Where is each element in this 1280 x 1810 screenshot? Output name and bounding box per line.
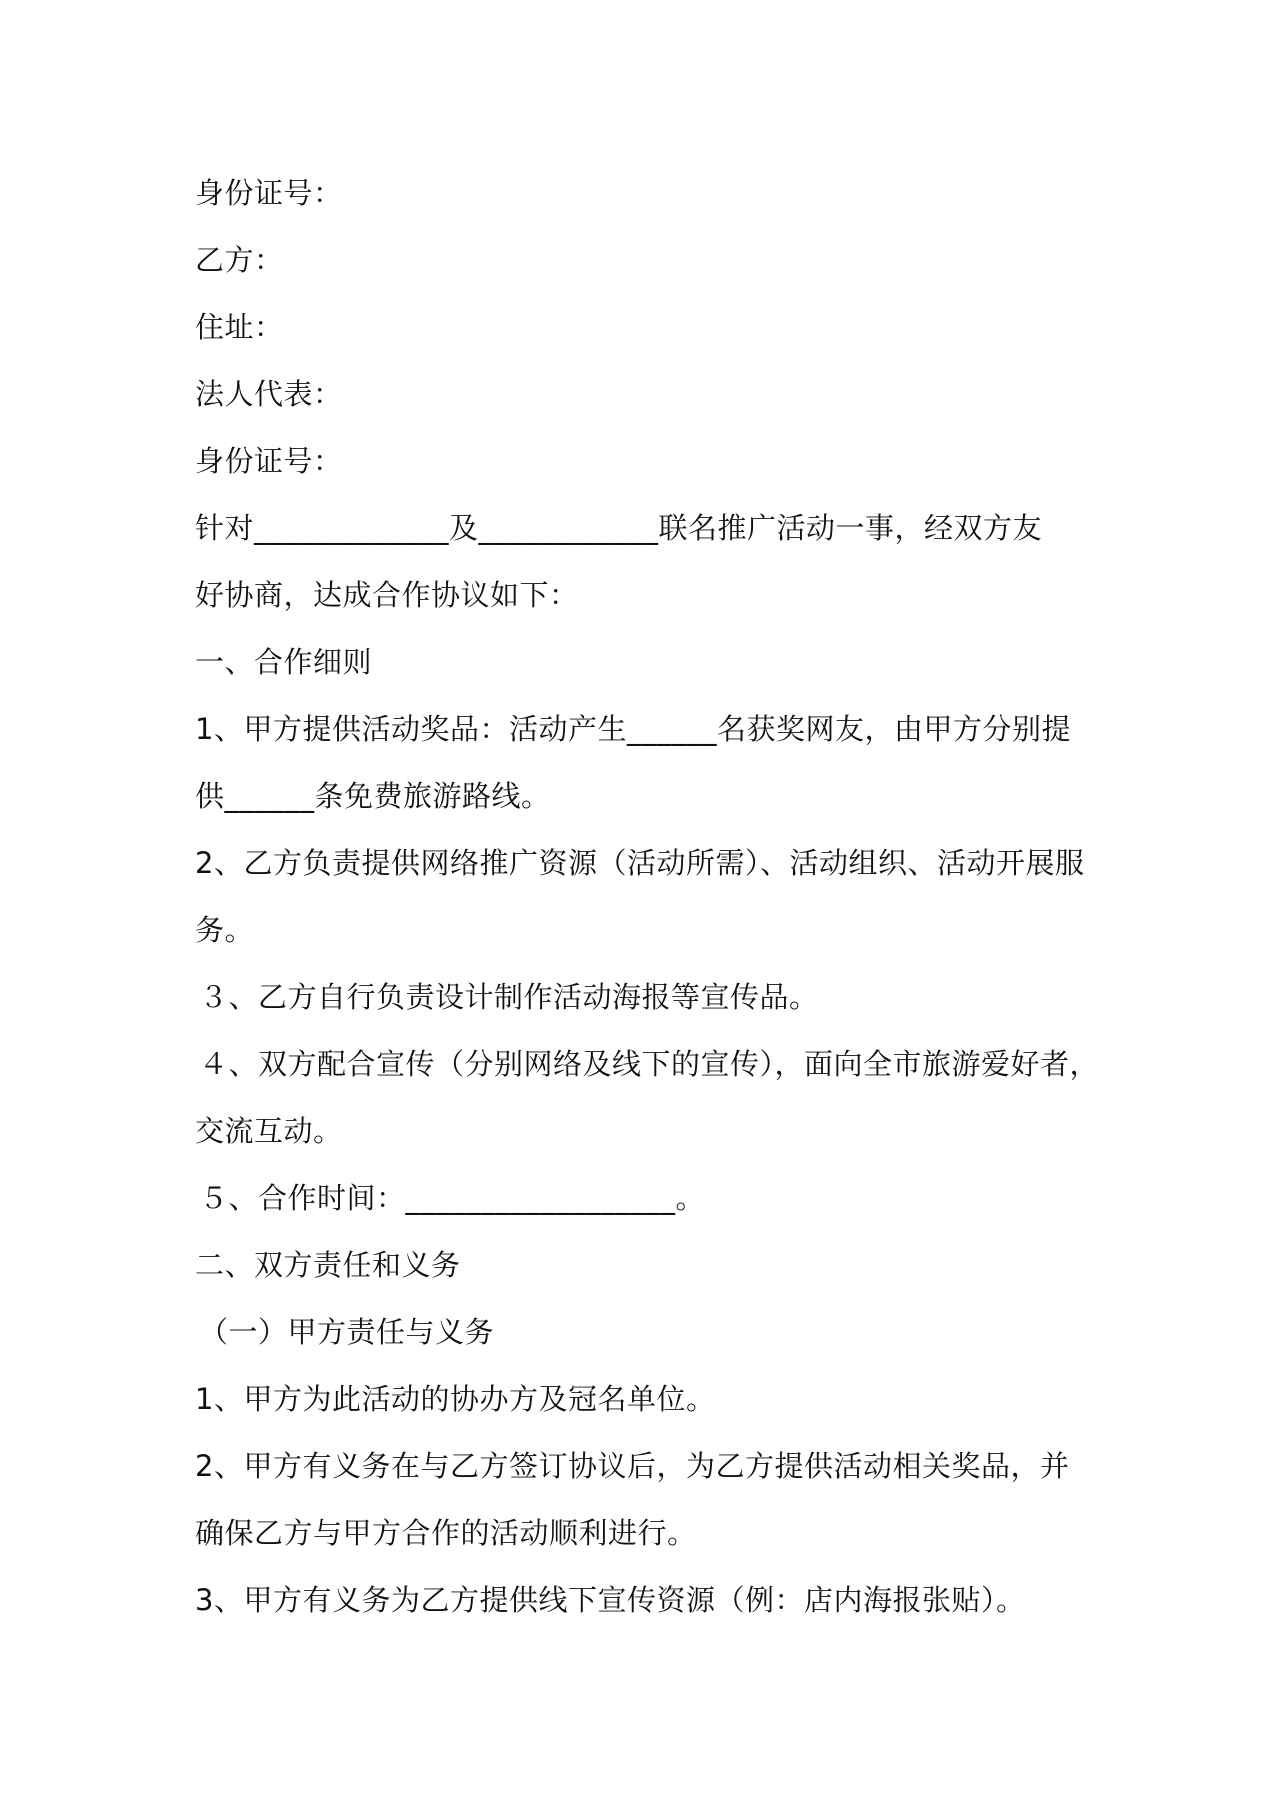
clause-1-1-line-1: 1、甲方提供活动奖品：活动产生______名获奖网友，由甲方分别提 bbox=[195, 712, 1071, 746]
clause-2-2-line-2: 确保乙方与甲方合作的活动顺利进行。 bbox=[195, 1516, 697, 1550]
clause-1-2-line-2: 务。 bbox=[195, 913, 255, 947]
party-a-id-number-line: 身份证号： bbox=[195, 176, 343, 210]
document-body bbox=[195, 160, 1100, 1634]
party-b-id-number-line: 身份证号： bbox=[195, 444, 343, 478]
clause-1-5: ５、合作时间：__________________。 bbox=[199, 1181, 706, 1215]
preamble-line-2: 好协商，达成合作协议如下： bbox=[195, 578, 579, 612]
address-line: 住址： bbox=[195, 310, 284, 344]
clause-2-2-line-1: 2、甲方有义务在与乙方签订协议后，为乙方提供活动相关奖品，并 bbox=[195, 1449, 1070, 1483]
subsection-party-a-heading: （一）甲方责任与义务 bbox=[199, 1315, 495, 1349]
section-1-heading: 一、合作细则 bbox=[195, 645, 373, 679]
preamble-line-1: 针对_____________及____________联名推广活动一事，经双方友 bbox=[195, 511, 1043, 545]
clause-1-4-line-2: 交流互动。 bbox=[195, 1114, 343, 1148]
clause-2-1: 1、甲方为此活动的协办方及冠名单位。 bbox=[195, 1382, 716, 1416]
clause-1-1-line-2: 供______条免费旅游路线。 bbox=[195, 779, 551, 813]
clause-1-4-line-1: ４、双方配合宣传（分别网络及线下的宣传），面向全市旅游爱好者， bbox=[199, 1047, 1100, 1081]
clause-2-3: 3、甲方有义务为乙方提供线下宣传资源（例：店内海报张贴）。 bbox=[195, 1583, 1026, 1617]
clause-1-2-line-1: 2、乙方负责提供网络推广资源（活动所需）、活动组织、活动开展服 bbox=[195, 846, 1085, 880]
clause-1-3: ３、乙方自行负责设计制作活动海报等宣传品。 bbox=[199, 980, 819, 1014]
section-2-heading: 二、双方责任和义务 bbox=[195, 1248, 461, 1282]
party-b-line: 乙方： bbox=[195, 243, 284, 277]
legal-representative-line: 法人代表： bbox=[195, 377, 343, 411]
